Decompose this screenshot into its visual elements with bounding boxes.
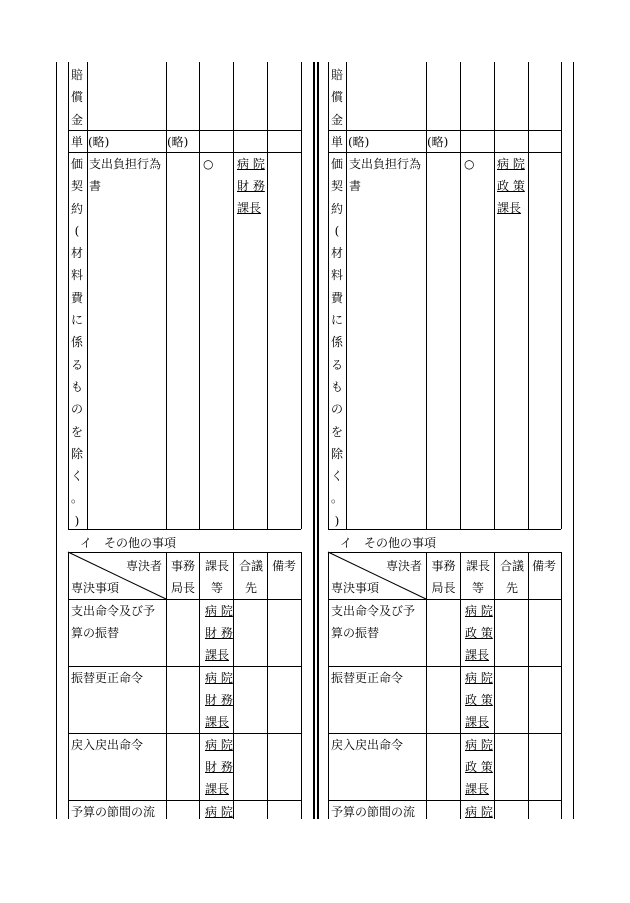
compensation-label: 賠 償 金 [70,68,83,127]
grid-line [426,62,427,529]
header-diag-top: 専決者 [386,559,423,573]
row-subject: 予算の節間の流 [71,805,156,819]
grid-line [68,529,301,530]
center-divider [317,62,319,819]
unit-price-subject: 支出負担行為 書 [89,157,162,193]
header-diag-bottom: 専決事項 [71,581,120,595]
unit-price-contract-label: 価 契 約 ( 材 料 費 に 係 る も の を 除 く 。 ) [330,157,343,528]
row-approver: 病 院 財 務 課長 [205,738,233,796]
grid-line [328,529,561,530]
grid-line [233,552,234,819]
section-title: イ その他の事項 [340,536,437,550]
grid-line [561,552,562,819]
grid-line [199,62,200,529]
row-approver: 病 院 政 策 課長 [465,671,493,729]
row-subject-abbrev: (略) [348,135,370,149]
grid-line [494,552,495,819]
grid-line [68,130,301,131]
grid-line [346,62,347,529]
row-approver: 病 院 政 策 課長 [465,604,493,662]
unit-price-approver: 病 院 政 策 課長 [497,157,525,215]
section-title: イ その他の事項 [80,536,177,550]
grid-line [301,552,302,819]
grid-line [87,62,88,529]
row-approver: 病 院 [465,805,493,819]
header-section-chief: 課長 等 [465,559,490,595]
grid-line [267,62,268,529]
grid-line [561,62,562,529]
row-subject: 支出命令及び予 算の振替 [71,604,156,640]
header-remarks: 備考 [532,559,557,573]
grid-line [528,552,529,819]
header-secretary-general: 事務 局長 [431,559,456,595]
row-subject: 戻入戻出命令 [71,738,144,752]
grid-line [233,62,234,529]
row-subject: 支出命令及び予 算の振替 [331,604,416,640]
row-approver: 病 院 政 策 課長 [465,738,493,796]
header-diag-bottom: 専決事項 [331,581,380,595]
header-consultation: 合議 先 [499,559,524,595]
page-border-left [56,62,57,819]
grid-line [460,552,461,819]
grid-line [166,552,167,819]
row-approver: 病 院 財 務 課長 [205,671,233,729]
grid-line [166,62,167,529]
grid-line [460,62,461,529]
row-subject-abbrev: (略) [88,135,110,149]
row-subject: 予算の節間の流 [331,805,416,819]
header-remarks: 備考 [272,559,297,573]
compensation-label: 賠 償 金 [330,68,343,127]
grid-line [328,130,561,131]
header-diag-top: 専決者 [126,559,163,573]
header-consultation: 合議 先 [238,559,263,595]
row-subject: 振替更正命令 [331,671,404,685]
grid-line [494,62,495,529]
center-divider [313,62,315,819]
row-col2-abbrev: (略) [427,135,449,149]
grid-line [301,62,302,529]
unit-price-mark: ○ [464,157,475,171]
unit-price-subject: 支出負担行為 書 [349,157,422,193]
page-border-right [573,62,574,819]
grid-line [426,552,427,819]
unit-price-mark: ○ [203,157,214,171]
grid-line [267,552,268,819]
header-section-chief: 課長 等 [204,559,229,595]
row-subject: 戻入戻出命令 [331,738,404,752]
grid-line [199,552,200,819]
row-head-char: 単 [331,135,344,149]
row-col2-abbrev: (略) [167,135,189,149]
row-approver: 病 院 財 務 課長 [205,604,233,662]
grid-line [528,62,529,529]
unit-price-approver: 病 院 財 務 課長 [237,157,265,215]
header-secretary-general: 事務 局長 [170,559,195,595]
row-approver: 病 院 [205,805,233,819]
unit-price-contract-label: 価 契 約 ( 材 料 費 に 係 る も の を 除 く 。 ) [70,157,83,528]
row-subject: 振替更正命令 [71,671,144,685]
row-head-char: 単 [71,135,84,149]
